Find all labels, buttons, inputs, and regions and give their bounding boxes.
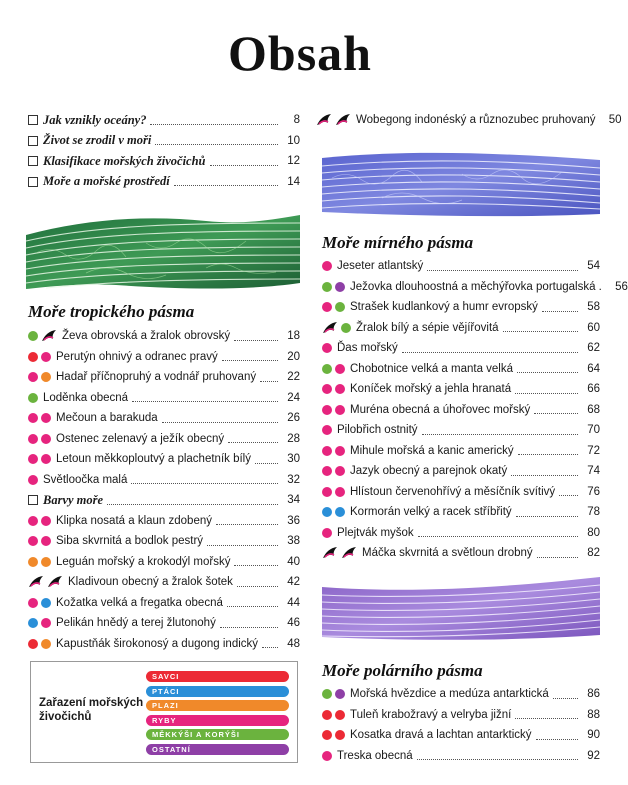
entry-label: Ževa obrovská a žralok obrovský	[62, 330, 231, 342]
entry-label: Plejtvák myšok	[337, 526, 414, 539]
dot-leader	[260, 381, 278, 382]
dot-leader	[228, 442, 278, 443]
entry-markers	[322, 507, 345, 517]
entry-page-number: 74	[587, 465, 600, 477]
pink-dot-icon	[41, 352, 51, 362]
entry-markers	[28, 434, 51, 444]
checkbox-icon	[28, 115, 38, 125]
toc-entry[interactable]	[322, 685, 600, 703]
right-top-list	[316, 111, 622, 131]
dot-leader	[516, 516, 578, 517]
dot-leader	[150, 124, 278, 125]
pink-dot-icon	[28, 475, 38, 485]
entry-label: Moře a mořské prostředí	[43, 174, 170, 188]
entry-page-number: 40	[287, 555, 300, 568]
entry-label: Máčka skvrnitá a světloun drobný	[362, 547, 533, 559]
toc-entry[interactable]	[322, 339, 600, 357]
red-dot-icon	[322, 710, 332, 720]
pink-dot-icon	[41, 434, 51, 444]
entry-page-number: 12	[287, 155, 300, 167]
pink-dot-icon	[41, 618, 51, 628]
dot-leader	[534, 413, 578, 414]
entry-page-number: 76	[587, 485, 600, 498]
toc-entry[interactable]	[28, 132, 300, 150]
entry-markers	[316, 114, 351, 126]
blue-dot-icon	[322, 507, 332, 517]
entry-label: Kosatka dravá a lachtan antarktický	[350, 729, 532, 741]
entry-page-number: 14	[287, 175, 300, 188]
toc-entry[interactable]	[28, 152, 300, 170]
dot-leader	[515, 393, 578, 394]
dot-leader	[517, 372, 578, 373]
entry-page-number: 18	[287, 330, 300, 342]
tropical-water-band	[26, 213, 300, 291]
red-dot-icon	[28, 639, 38, 649]
checkbox-icon	[28, 177, 38, 187]
toc-entry[interactable]	[28, 368, 300, 386]
entry-page-number: 34	[287, 494, 300, 506]
entry-label: Žralok bílý a sépie vějířovitá	[356, 321, 499, 334]
dot-leader	[234, 340, 278, 341]
entry-markers	[28, 639, 51, 649]
entry-page-number: 68	[587, 403, 600, 416]
entry-markers	[322, 322, 351, 334]
entry-label: Mihule mořská a kanic americký	[350, 444, 514, 457]
toc-entry[interactable]	[322, 421, 600, 439]
pink-dot-icon	[322, 302, 332, 312]
toc-entry[interactable]	[28, 173, 300, 191]
pink-dot-icon	[28, 536, 38, 546]
toc-entry[interactable]	[322, 524, 600, 542]
entry-page-number: 54	[587, 260, 600, 272]
red-dot-icon	[28, 352, 38, 362]
dot-leader	[222, 360, 278, 361]
entry-page-number: 28	[287, 432, 300, 445]
entry-label: Kožatka velká a fregatka obecná	[56, 596, 223, 609]
pink-dot-icon	[322, 384, 332, 394]
pink-dot-icon	[322, 751, 332, 761]
green-dot-icon	[322, 364, 332, 374]
pink-dot-icon	[322, 405, 332, 415]
dot-leader	[155, 144, 278, 145]
entry-page-number: 56	[615, 280, 628, 293]
entry-label: Klasifikace mořských živočichů	[43, 153, 206, 168]
pink-dot-icon	[335, 364, 345, 374]
entry-label: Tuleň krabožravý a velryba jižní	[350, 708, 512, 721]
shark-icon	[41, 330, 57, 342]
toc-entry[interactable]	[322, 503, 600, 521]
entry-markers	[28, 598, 51, 608]
entry-label: Kormorán velký a racek stříbřitý	[350, 506, 512, 518]
entry-label: Leguán mořský a krokodýl mořský	[56, 555, 231, 568]
toc-entry[interactable]	[28, 471, 300, 489]
dot-leader	[210, 165, 279, 166]
toc-entry[interactable]	[28, 409, 300, 427]
dot-leader	[216, 524, 278, 525]
toc-entry[interactable]	[322, 726, 600, 744]
checkbox-icon	[28, 495, 38, 505]
red-dot-icon	[335, 710, 345, 720]
legend-pill: PTÁCI	[146, 686, 289, 697]
entry-page-number: 30	[287, 453, 300, 465]
entry-page-number: 90	[587, 729, 600, 741]
tropical-list	[28, 327, 300, 657]
entry-page-number: 20	[287, 350, 300, 363]
entry-label: Jazyk obecný a parejnok okatý	[350, 465, 508, 477]
entry-label: Perutýn ohnivý a odranec pravý	[56, 350, 218, 363]
entry-label: Život se zrodil v moři	[43, 133, 152, 147]
toc-entry[interactable]	[28, 553, 300, 571]
entry-markers	[322, 261, 332, 271]
entry-page-number: 66	[587, 383, 600, 395]
entry-markers	[28, 115, 38, 125]
entry-page-number: 88	[587, 708, 600, 721]
toc-entry[interactable]	[322, 442, 600, 460]
pink-dot-icon	[28, 434, 38, 444]
red-dot-icon	[322, 730, 332, 740]
entry-markers	[322, 528, 332, 538]
entry-label: Pilobřich ostnitý	[337, 424, 418, 436]
green-dot-icon	[28, 331, 38, 341]
entry-markers	[322, 466, 345, 476]
toc-entry[interactable]	[28, 635, 300, 653]
pink-dot-icon	[322, 343, 332, 353]
shark-icon	[28, 576, 44, 588]
toc-entry[interactable]	[322, 360, 600, 378]
pink-dot-icon	[335, 405, 345, 415]
entry-page-number: 64	[587, 362, 600, 375]
entry-markers	[28, 475, 38, 485]
entry-page-number: 82	[587, 547, 600, 559]
toc-entry[interactable]	[322, 298, 600, 316]
pink-dot-icon	[322, 261, 332, 271]
pink-dot-icon	[322, 466, 332, 476]
pink-dot-icon	[41, 454, 51, 464]
entry-page-number: 44	[287, 596, 300, 609]
legend-pill: MĚKKÝŠI A KORÝŠI	[146, 729, 289, 740]
blue-dot-icon	[41, 598, 51, 608]
toc-entry[interactable]	[322, 706, 600, 724]
toc-entry[interactable]	[322, 483, 600, 501]
entry-label: Jak vznikly oceány?	[43, 112, 147, 127]
orange-dot-icon	[41, 639, 51, 649]
dot-leader	[107, 504, 278, 505]
entry-markers	[28, 495, 38, 505]
toc-entry[interactable]	[28, 389, 300, 407]
shark-icon	[341, 547, 357, 559]
entry-markers	[28, 372, 51, 382]
legend-pill: RYBY	[146, 715, 289, 726]
entry-markers	[28, 576, 63, 588]
dot-leader	[515, 718, 578, 719]
pink-dot-icon	[28, 454, 38, 464]
polar-list	[322, 685, 600, 767]
pink-dot-icon	[335, 487, 345, 497]
temperate-list	[322, 257, 628, 567]
entry-label: Kladivoun obecný a žralok šotek	[68, 576, 233, 588]
entry-markers	[322, 751, 332, 761]
dot-leader	[422, 434, 578, 435]
pink-dot-icon	[41, 536, 51, 546]
entry-markers	[322, 710, 345, 720]
entry-label: Ostenec zelenavý a ježík obecný	[56, 432, 225, 445]
red-dot-icon	[335, 730, 345, 740]
shark-icon	[322, 547, 338, 559]
entry-page-number: 10	[287, 134, 300, 147]
entry-markers	[322, 547, 357, 559]
entry-label: Siba skvrnitá a bodlok pestrý	[56, 535, 204, 547]
toc-entry[interactable]	[322, 401, 600, 419]
legend-pill: OSTATNÍ	[146, 744, 289, 755]
entry-label: Mořská hvězdice a medúza antarktická	[350, 688, 549, 700]
entry-markers	[322, 282, 345, 292]
dot-leader	[518, 454, 578, 455]
entry-label: Strašek kudlankový a humr evropský	[350, 301, 538, 313]
polar-heading: Moře polárního pásma	[322, 661, 483, 680]
toc-entry[interactable]	[28, 614, 300, 632]
page-title: Obsah	[228, 25, 372, 81]
entry-markers	[28, 618, 51, 628]
dot-leader	[227, 606, 278, 607]
entry-markers	[322, 730, 345, 740]
entry-markers	[322, 487, 345, 497]
dot-leader	[402, 352, 578, 353]
dot-leader	[553, 698, 578, 699]
entry-label: Světloočka malá	[43, 473, 128, 486]
pink-dot-icon	[41, 413, 51, 423]
entry-label: Loděnka obecná	[43, 391, 129, 404]
pink-dot-icon	[28, 516, 38, 526]
entry-label: Treska obecná	[337, 749, 413, 762]
pink-dot-icon	[335, 466, 345, 476]
toc-entry[interactable]	[28, 111, 300, 129]
entry-label: Hadař příčnopruhý a vodnář pruhovaný	[56, 371, 257, 383]
toc-entry[interactable]	[28, 430, 300, 448]
entry-label: Jeseter atlantský	[337, 260, 424, 272]
dot-leader	[511, 475, 578, 476]
pink-dot-icon	[28, 413, 38, 423]
dot-leader	[237, 586, 278, 587]
pink-dot-icon	[335, 446, 345, 456]
dot-leader	[174, 185, 278, 186]
temperate-water-band	[322, 148, 600, 220]
blue-dot-icon	[28, 618, 38, 628]
purple-dot-icon	[335, 689, 345, 699]
entry-page-number: 70	[587, 424, 600, 436]
orange-dot-icon	[41, 557, 51, 567]
legend-title: Zařazení mořských živočichů	[39, 697, 144, 723]
dot-leader	[132, 401, 278, 402]
entry-markers	[28, 557, 51, 567]
temperate-heading: Moře mírného pásma	[322, 233, 474, 252]
toc-entry[interactable]	[322, 319, 600, 337]
entry-markers	[28, 516, 51, 526]
legend-pill: PLAZI	[146, 700, 289, 711]
entry-markers	[28, 413, 51, 423]
green-dot-icon	[322, 689, 332, 699]
intro-list	[28, 111, 300, 191]
toc-entry[interactable]	[28, 348, 300, 366]
green-dot-icon	[322, 282, 332, 292]
checkbox-icon	[28, 136, 38, 146]
dot-leader	[255, 463, 278, 464]
legend-pill: SAVCI	[146, 671, 289, 682]
pink-dot-icon	[41, 516, 51, 526]
entry-label: Wobegong indonéský a různozubec pruhovaný	[356, 114, 596, 126]
purple-dot-icon	[335, 282, 345, 292]
shark-icon	[316, 114, 332, 126]
orange-dot-icon	[41, 372, 51, 382]
dot-leader	[418, 536, 578, 537]
dot-leader	[262, 647, 278, 648]
toc-entry[interactable]	[322, 278, 628, 296]
entry-label: Muréna obecná a úhořovec mořský	[350, 403, 531, 416]
toc-entry[interactable]	[322, 747, 600, 765]
entry-markers	[322, 343, 332, 353]
green-dot-icon	[335, 302, 345, 312]
orange-dot-icon	[28, 557, 38, 567]
pink-dot-icon	[28, 372, 38, 382]
entry-label: Chobotnice velká a manta velká	[350, 362, 514, 375]
classification-legend	[30, 661, 298, 763]
toc-entry[interactable]	[28, 450, 300, 468]
entry-markers	[322, 364, 345, 374]
dot-leader	[427, 270, 578, 271]
shark-icon	[322, 322, 338, 334]
pink-dot-icon	[28, 598, 38, 608]
entry-markers	[28, 393, 38, 403]
entry-markers	[322, 405, 345, 415]
toc-entry[interactable]	[28, 512, 300, 530]
dot-leader	[417, 759, 578, 760]
entry-page-number: 26	[287, 412, 300, 424]
green-dot-icon	[28, 393, 38, 403]
entry-page-number: 32	[287, 473, 300, 486]
dot-leader	[536, 739, 578, 740]
pink-dot-icon	[322, 528, 332, 538]
entry-markers	[28, 156, 38, 166]
dot-leader	[537, 557, 578, 558]
entry-label: Kapustňák širokonosý a dugong indický	[56, 637, 259, 650]
entry-page-number: 48	[287, 637, 300, 650]
pink-dot-icon	[322, 425, 332, 435]
entry-markers	[322, 425, 332, 435]
entry-markers	[28, 330, 57, 342]
entry-label: Mečoun a barakuda	[56, 412, 158, 424]
toc-entry[interactable]	[322, 380, 600, 398]
green-dot-icon	[341, 323, 351, 333]
entry-page-number: 62	[587, 342, 600, 354]
entry-page-number: 86	[587, 688, 600, 700]
entry-page-number: 8	[293, 114, 300, 126]
entry-label: Barvy moře	[43, 492, 104, 507]
toc-entry[interactable]	[316, 111, 622, 129]
entry-label: Letoun měkkoploutvý a plachetník bílý	[56, 453, 251, 465]
entry-page-number: 92	[587, 749, 600, 762]
toc-entry[interactable]	[322, 257, 600, 275]
pink-dot-icon	[335, 384, 345, 394]
tropical-heading: Moře tropického pásma	[28, 302, 195, 321]
dot-leader	[131, 483, 278, 484]
dot-leader	[207, 545, 278, 546]
entry-markers	[28, 536, 51, 546]
toc-entry[interactable]	[28, 573, 300, 591]
entry-page-number: 38	[287, 535, 300, 547]
entry-markers	[28, 177, 38, 187]
toc-entry[interactable]	[28, 532, 300, 550]
shark-icon	[335, 114, 351, 126]
entry-page-number: 60	[587, 321, 600, 334]
entry-page-number: 42	[287, 576, 300, 588]
entry-page-number: 50	[608, 114, 622, 126]
entry-label: Ďas mořský	[337, 342, 398, 354]
entry-markers	[322, 689, 345, 699]
entry-page-number: 80	[587, 526, 600, 539]
dot-leader	[234, 565, 278, 566]
pink-dot-icon	[322, 487, 332, 497]
shark-icon	[47, 576, 63, 588]
dot-leader	[503, 331, 578, 332]
entry-label: Pelikán hnědý a terej žlutonohý	[56, 617, 216, 629]
dot-leader	[559, 495, 578, 496]
entry-markers	[322, 446, 345, 456]
entry-markers	[28, 352, 51, 362]
pink-dot-icon	[322, 446, 332, 456]
entry-markers	[28, 136, 38, 146]
blue-dot-icon	[335, 507, 345, 517]
entry-page-number: 36	[287, 514, 300, 527]
entry-page-number: 72	[587, 444, 600, 457]
dot-leader	[542, 311, 578, 312]
entry-label: Koníček mořský a jehla hranatá	[350, 383, 512, 395]
entry-page-number: 78	[587, 506, 600, 518]
entry-markers	[28, 454, 51, 464]
dot-leader	[162, 422, 278, 423]
entry-markers	[322, 302, 345, 312]
entry-label: Hlístoun červenohřívý a měsíčník svítivý	[350, 485, 556, 498]
entry-markers	[322, 384, 345, 394]
toc-entry[interactable]	[322, 544, 600, 562]
dot-leader	[220, 627, 278, 628]
polar-water-band	[322, 575, 600, 645]
entry-page-number: 58	[587, 301, 600, 313]
entry-page-number: 24	[287, 391, 300, 404]
entry-page-number: 46	[287, 617, 300, 629]
toc-entry[interactable]	[28, 594, 300, 612]
entry-label: Klipka nosatá a klaun zdobený	[56, 514, 212, 527]
checkbox-icon	[28, 156, 38, 166]
entry-page-number: 22	[287, 371, 300, 383]
toc-entry[interactable]	[28, 327, 300, 345]
toc-entry[interactable]	[28, 491, 300, 509]
toc-entry[interactable]	[322, 462, 600, 480]
entry-label: Ježovka dlouhoostná a měchýřovka portugalská .	[350, 280, 602, 293]
